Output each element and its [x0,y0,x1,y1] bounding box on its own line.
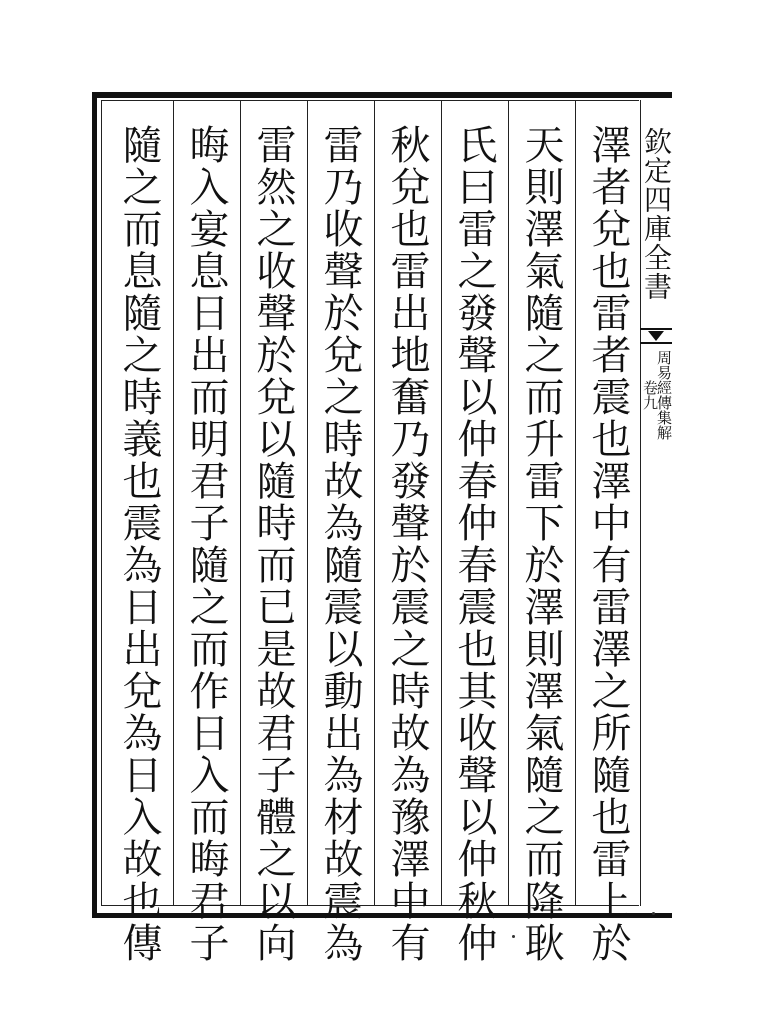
margin-subtitle [640,350,672,630]
column-rule [575,100,576,906]
book-title: 周易經傳集解 [655,350,673,440]
margin-title: 欽定四庫全書 [640,127,673,301]
column-rule [508,100,509,906]
column-rule [307,100,308,906]
text-column: 隨之而息隨之時義也震為日出兌為日入故也傳 [116,124,162,964]
fishtail-mark [640,328,672,344]
text-column: 雷乃收聲於兌之時故為隨震以動出為材故震為 [317,124,363,964]
column-rule [441,100,442,906]
text-column: 晦入宴息日出而明君子隨之而作日入而晦君子 [183,124,229,964]
text-column: 天則澤氣隨之而升雷下於澤則澤氣隨之而降耿 [518,124,564,964]
column-rule [374,100,375,906]
ink-speck [512,935,515,938]
text-column: 雷然之收聲於兌以隨時而已是故君子體之以向 [250,124,296,964]
ink-speck [652,912,655,915]
text-column: 氏曰雷之發聲以仲春仲春震也其收聲以仲秋仲 [451,124,497,964]
column-rule [240,100,241,906]
column-rule [173,100,174,906]
text-column: 澤者兌也雷者震也澤中有雷澤之所隨也雷上於 [585,124,631,964]
volume-number: 卷九 [641,380,659,410]
text-column: 秋兌也雷出地奮乃發聲於震之時故為豫澤中有 [384,124,430,964]
